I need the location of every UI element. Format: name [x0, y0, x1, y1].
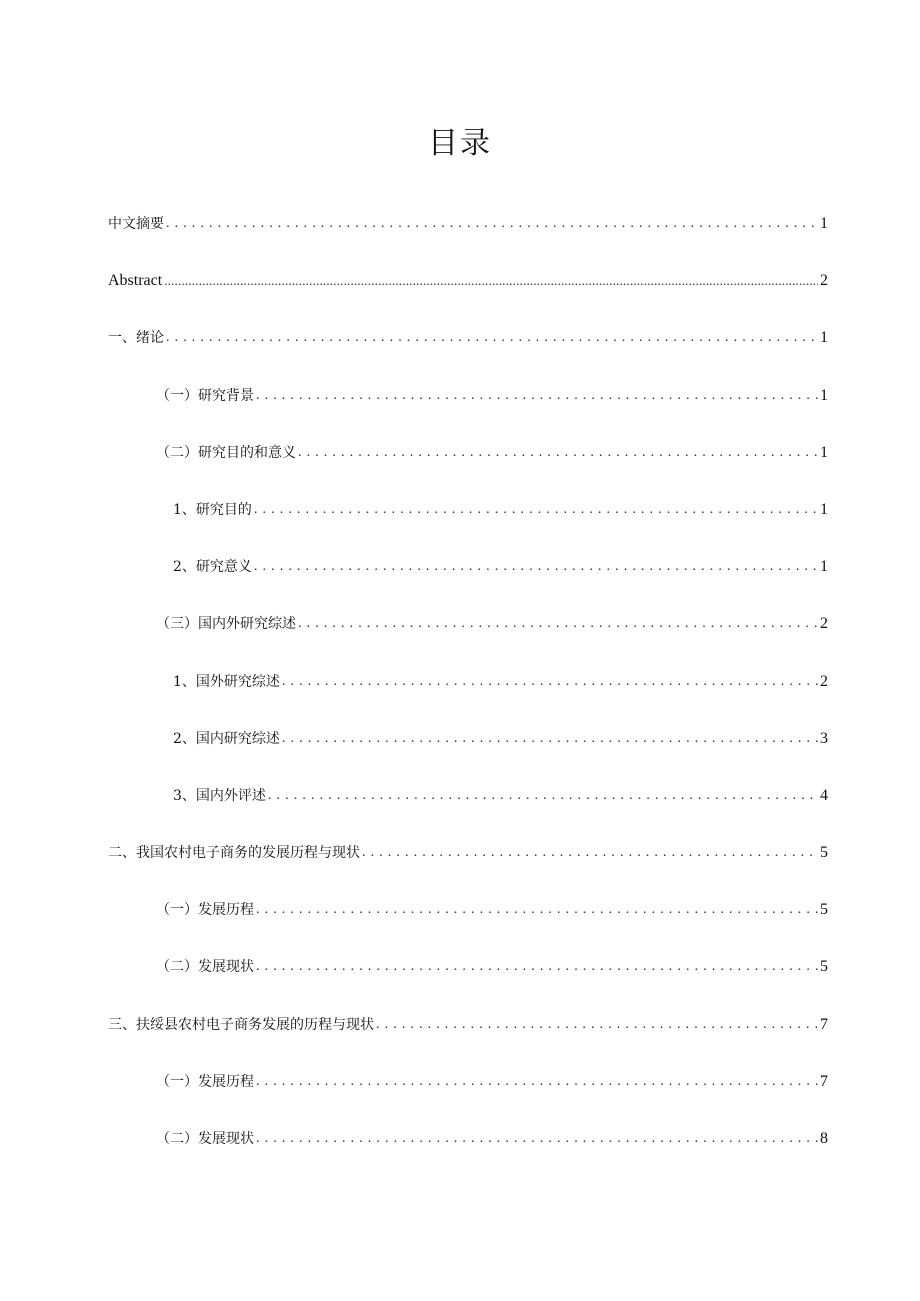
toc-entry[interactable]: [108, 441, 828, 498]
toc-entry[interactable]: [108, 612, 828, 669]
toc-entry-page: 1: [820, 443, 828, 461]
toc-entry[interactable]: [108, 727, 828, 784]
toc-dot-leader: [256, 898, 818, 922]
toc-dot-leader: [298, 441, 818, 465]
toc-dot-leader: [256, 1127, 818, 1151]
toc-entry-label: （二）发展现状: [156, 959, 254, 976]
toc-dot-leader: [164, 269, 818, 293]
toc-dot-leader: [256, 955, 818, 979]
toc-entry-page: 5: [820, 958, 828, 976]
toc-dot-leader: [376, 1013, 818, 1037]
toc-entry[interactable]: [108, 1013, 828, 1070]
toc-entry-page: 2: [820, 672, 828, 690]
toc-entry-label: （一）研究背景: [156, 387, 254, 404]
toc-entry-label: 2、国内研究综述: [173, 730, 280, 747]
toc-dot-leader: [256, 384, 818, 408]
toc-entry[interactable]: [108, 384, 828, 441]
toc-list: [108, 212, 828, 1184]
toc-entry-page: 4: [820, 786, 828, 804]
toc-entry[interactable]: [108, 841, 828, 898]
toc-dot-leader: [254, 555, 818, 579]
toc-dot-leader: [282, 670, 818, 694]
toc-entry-page: 1: [820, 386, 828, 404]
toc-dot-leader: [256, 1070, 818, 1094]
toc-entry-page: 3: [820, 729, 828, 747]
toc-entry-label: （二）研究目的和意义: [156, 444, 296, 461]
toc-entry[interactable]: [108, 498, 828, 555]
toc-entry-page: 2: [820, 272, 828, 290]
toc-entry-label: 一、绪论: [108, 330, 164, 347]
toc-entry[interactable]: [108, 1070, 828, 1127]
toc-entry[interactable]: [108, 670, 828, 727]
toc-entry-label: 二、我国农村电子商务的发展历程与现状: [108, 845, 360, 862]
toc-entry-page: 7: [820, 1015, 828, 1033]
toc-entry-label: （二）发展现状: [156, 1131, 254, 1147]
toc-entry-label: Abstract: [108, 272, 163, 290]
toc-entry-page: 1: [820, 215, 828, 232]
toc-entry-page: 1: [820, 558, 828, 576]
toc-entry[interactable]: [108, 212, 828, 269]
toc-dot-leader: [282, 727, 818, 751]
toc-entry-page: 1: [820, 329, 828, 347]
toc-entry[interactable]: [108, 784, 828, 841]
toc-dot-leader: [166, 326, 818, 350]
toc-entry[interactable]: [108, 955, 828, 1012]
toc-entry-page: 5: [820, 901, 828, 919]
toc-entry[interactable]: [108, 898, 828, 955]
toc-dot-leader: [166, 212, 818, 236]
toc-entry-label: 3、国内外评述: [173, 787, 266, 804]
toc-entry-label: （一）发展历程: [156, 1073, 254, 1090]
toc-entry[interactable]: [108, 326, 828, 383]
toc-entry-label: （一）发展历程: [156, 902, 254, 919]
toc-entry-page: 2: [820, 615, 828, 633]
toc-entry[interactable]: [108, 269, 828, 326]
toc-entry-label: 1、研究目的: [173, 501, 252, 518]
toc-entry-label: （三）国内外研究综述: [156, 616, 296, 633]
toc-dot-leader: [268, 784, 818, 808]
toc-entry-page: 8: [820, 1130, 828, 1147]
toc-dot-leader: [362, 841, 818, 865]
toc-entry-label: 中文摘要: [108, 216, 164, 232]
toc-title: 目录: [428, 126, 492, 161]
toc-dot-leader: [298, 612, 818, 636]
toc-entry-page: 5: [820, 844, 828, 862]
toc-entry-label: 三、扶绥县农村电子商务发展的历程与现状: [108, 1016, 374, 1033]
toc-entry[interactable]: [108, 555, 828, 612]
toc-entry-label: 2、研究意义: [173, 559, 252, 576]
toc-entry-page: 1: [820, 500, 828, 518]
toc-entry-label: 1、国外研究综述: [173, 673, 280, 690]
toc-entry-page: 7: [820, 1072, 828, 1090]
toc-entry[interactable]: [108, 1127, 828, 1184]
toc-dot-leader: [254, 498, 818, 522]
